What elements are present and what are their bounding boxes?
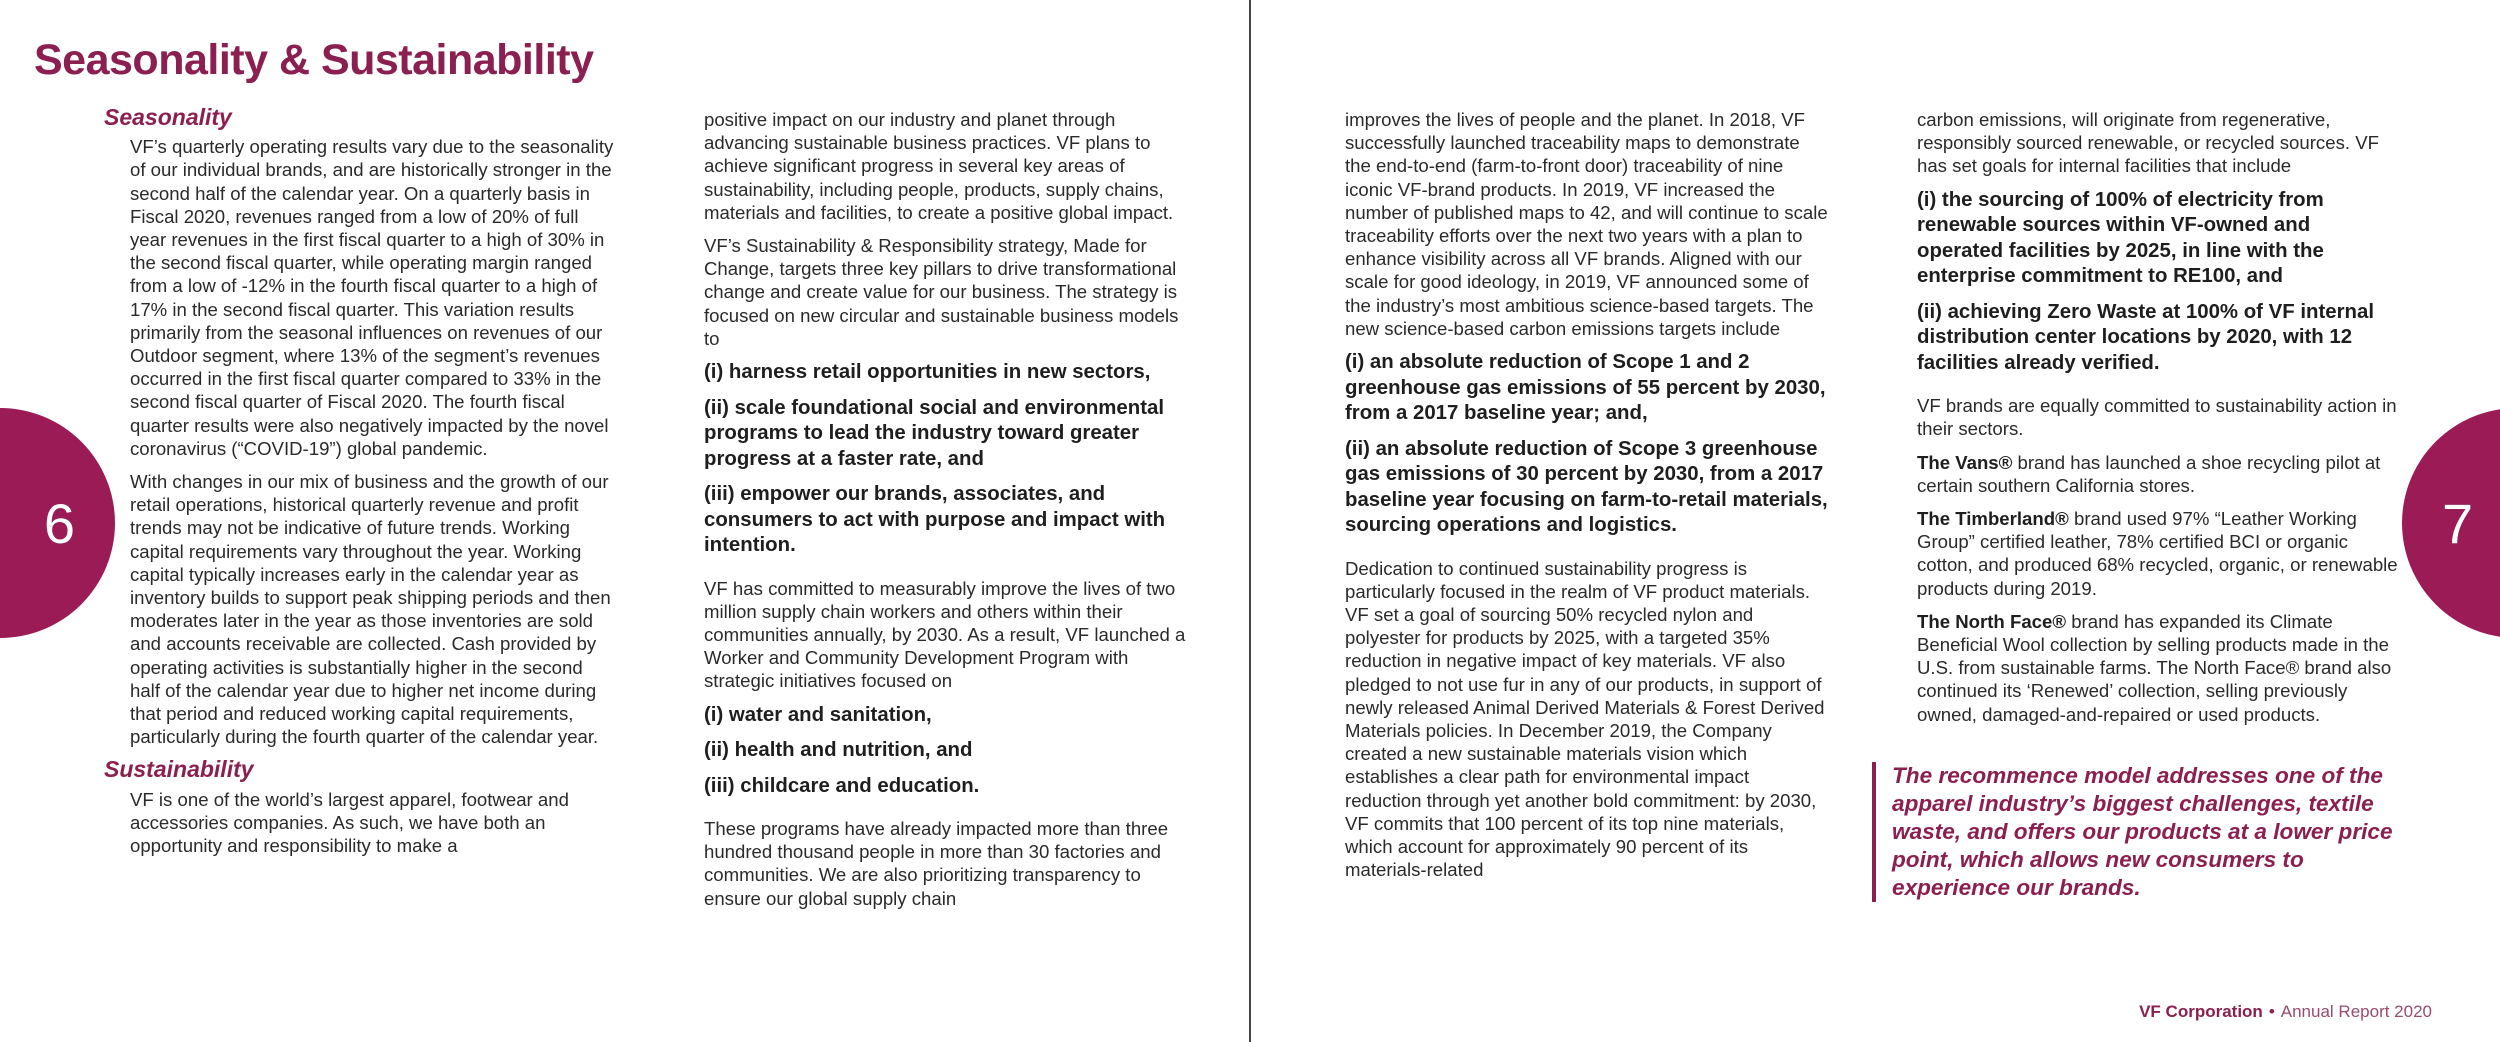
initiative-item: (i) water and sanitation, [704,703,932,726]
paragraph: improves the lives of people and the planet. In 2018, VF successfully launched traceability maps to demonstrate the end-to-end (farm-to-front door) traceability of nine iconic VF-brand products. In 2019, VF increased the number of published maps to 42, and will continue to scale traceability efforts over the next two years with a plan to enhance visibility across all VF brands. Aligned with our scale for good ideology, in 2019, VF announced some of the industry’s most ambitious science-based targets. The new science-based carbon emissions targets include [1345,109,1828,339]
initiative-item: (iii) childcare and education. [704,774,980,797]
brand-name: The North Face® [1917,610,2067,632]
facility-goal-item: (i) the sourcing of 100% of electricity from renewable sources within VF-owned and operated facilities by 2025, in line with the enterprise commitment to RE100, and [1917,188,2324,288]
page-number-right-badge [2402,408,2500,638]
vans-paragraph [1917,451,2401,497]
column-2 [704,108,1190,920]
sustainability-heading: Sustainability [104,756,254,783]
column-3 [1345,108,1829,891]
footer-report: Annual Report 2020 [2280,1002,2432,1021]
footer-company: VF Corporation [2139,1002,2263,1021]
footer-separator: • [2268,1002,2275,1021]
sustainability-paragraph-1: VF is one of the world’s largest apparel, footwear and accessories companies. As such, we have both an opportunity and responsibility to make a [130,788,569,857]
paragraph: VF’s Sustainability & Responsibility strategy, Made for Change, targets three key pillars to drive transformational change and create value for our business. The strategy is focused on new circular and sustainable business models to [704,235,1179,349]
initiative-item: (ii) health and nutrition, and [704,739,973,762]
paragraph: carbon emissions, will originate from regenerative, responsibly sourced renewable, or recycled sources. VF has set goals for internal facilities that include [1917,109,2379,177]
timberland-paragraph [1917,507,2401,600]
brand-text: brand has launched a shoe recycling pilot at certain southern California stores. [1917,451,2381,496]
brand-name: The Timberland® [1917,507,2069,529]
brand-text: brand used 97% “Leather Working Group” certified leather, 78% certified BCI or organic cotton, and produced 68% recycled, organic, or renewable products during 2019. [1917,507,2398,599]
page-title: Seasonality & Sustainability [34,36,594,84]
brand-name: The Vans® [1917,451,2013,473]
emissions-target-item: (ii) an absolute reduction of Scope 3 greenhouse gas emissions of 30 percent by 2030, from a 2017 baseline year focusing on farm-to-retail materials, sourcing operations and logistics. [1345,437,1828,537]
footer [2139,1002,2432,1022]
page-spine-divider [1249,0,1251,1042]
pull-quote: The recommence model addresses one of the apparel industry’s biggest challenges, textile waste, and offers our products at a lower price point, which allows new consumers to experience our brands. [1872,762,2412,902]
north-face-paragraph [1917,610,2401,726]
paragraph: These programs have already impacted more than three hundred thousand people in more than 30 factories and communities. We are also prioritizing transparency to ensure our global supply chain [704,818,1169,909]
page-number-left-badge [0,408,115,638]
column-1 [104,106,616,867]
seasonality-paragraph-2: With changes in our mix of business and the growth of our retail operations, historical quarterly revenue and profit trends may not be indicative of future trends. Working capital requirements vary throughout the year. Working capital typically increases early in the calendar year as inventory builds to support peak shipping periods and then moderates later in the year as those inventories are sold and accounts receivable are collected. Cash provided by operating activities is substantially higher in the second half of the calendar year due to higher net income during that period and reduced working capital requirements, particularly during the fourth quarter of the calendar year. [130,471,611,748]
paragraph: Dedication to continued sustainability progress is particularly focused in the realm of VF product materials. VF set a goal of sourcing 50% recycled nylon and polyester for products by 2025, with a targeted 35% reduction in negative impact of key materials. VF also pledged to not use fur in any of our products, in support of newly released Animal Derived Materials & Forest Derived Materials policies. In December 2019, the Company created a new sustainable materials vision which establishes a clear path for environmental impact reduction through yet another bold commitment: by 2030, VF commits that 100 percent of its top nine materials, which account for approximately 90 percent of its materials-related [1345,557,1825,881]
seasonality-paragraph-1: VF’s quarterly operating results vary due to the seasonality of our individual brands, and are historically stronger in the second half of the calendar year. On a quarterly basis in Fiscal 2020, revenues ranged from a low of 20% of full year revenues in the first fiscal quarter to a high of 30% in the second fiscal quarter, while operating margin ranged from a low of -12% in the fourth fiscal quarter to a high of 17% in the second fiscal quarter. This variation results primarily from the seasonal influences on revenues of our Outdoor segment, where 13% of the segment’s revenues occurred in the first fiscal quarter compared to 33% in the second fiscal quarter of Fiscal 2020. The fourth fiscal quarter results were also negatively impacted by the novel coronavirus (“COVID-19”) global pandemic. [130,136,614,459]
pillar-item: (iii) empower our brands, associates, and consumers to act with purpose and impact with intention. [704,483,1166,557]
page-number-right: 7 [2442,491,2474,555]
emissions-target-item: (i) an absolute reduction of Scope 1 and 2 greenhouse gas emissions of 55 percent by 2030, from a 2017 baseline year; and, [1345,351,1826,425]
pillar-item: (ii) scale foundational social and environmental programs to lead the industry toward greater progress at a faster rate, and [704,396,1165,470]
pillar-item: (i) harness retail opportunities in new sectors, [704,361,1151,384]
facility-goal-item: (ii) achieving Zero Waste at 100% of VF internal distribution center locations by 2020, with 12 facilities already verified. [1917,300,2375,374]
brand-text: brand has expanded its Climate Beneficial Wool collection by selling products made in the U.S. from sustainable farms. The North Face® brand also continued its ‘Renewed’ collection, selling previously owned, damaged-and-repaired or used products. [1917,610,2392,725]
paragraph: VF has committed to measurably improve the lives of two million supply chain workers and others within their communities annually, by 2030. As a result, VF launched a Worker and Community Development Program with strategic initiatives focused on [704,577,1186,692]
paragraph: VF brands are equally committed to sustainability action in their sectors. [1917,395,2397,440]
seasonality-heading: Seasonality [104,104,232,130]
page-number-left: 6 [43,491,75,555]
paragraph: positive impact on our industry and planet through advancing sustainable business practices. VF plans to achieve significant progress in several key areas of sustainability, including people, products, supply chains, materials and facilities, to create a positive global impact. [704,109,1174,223]
column-4 [1917,108,2401,736]
